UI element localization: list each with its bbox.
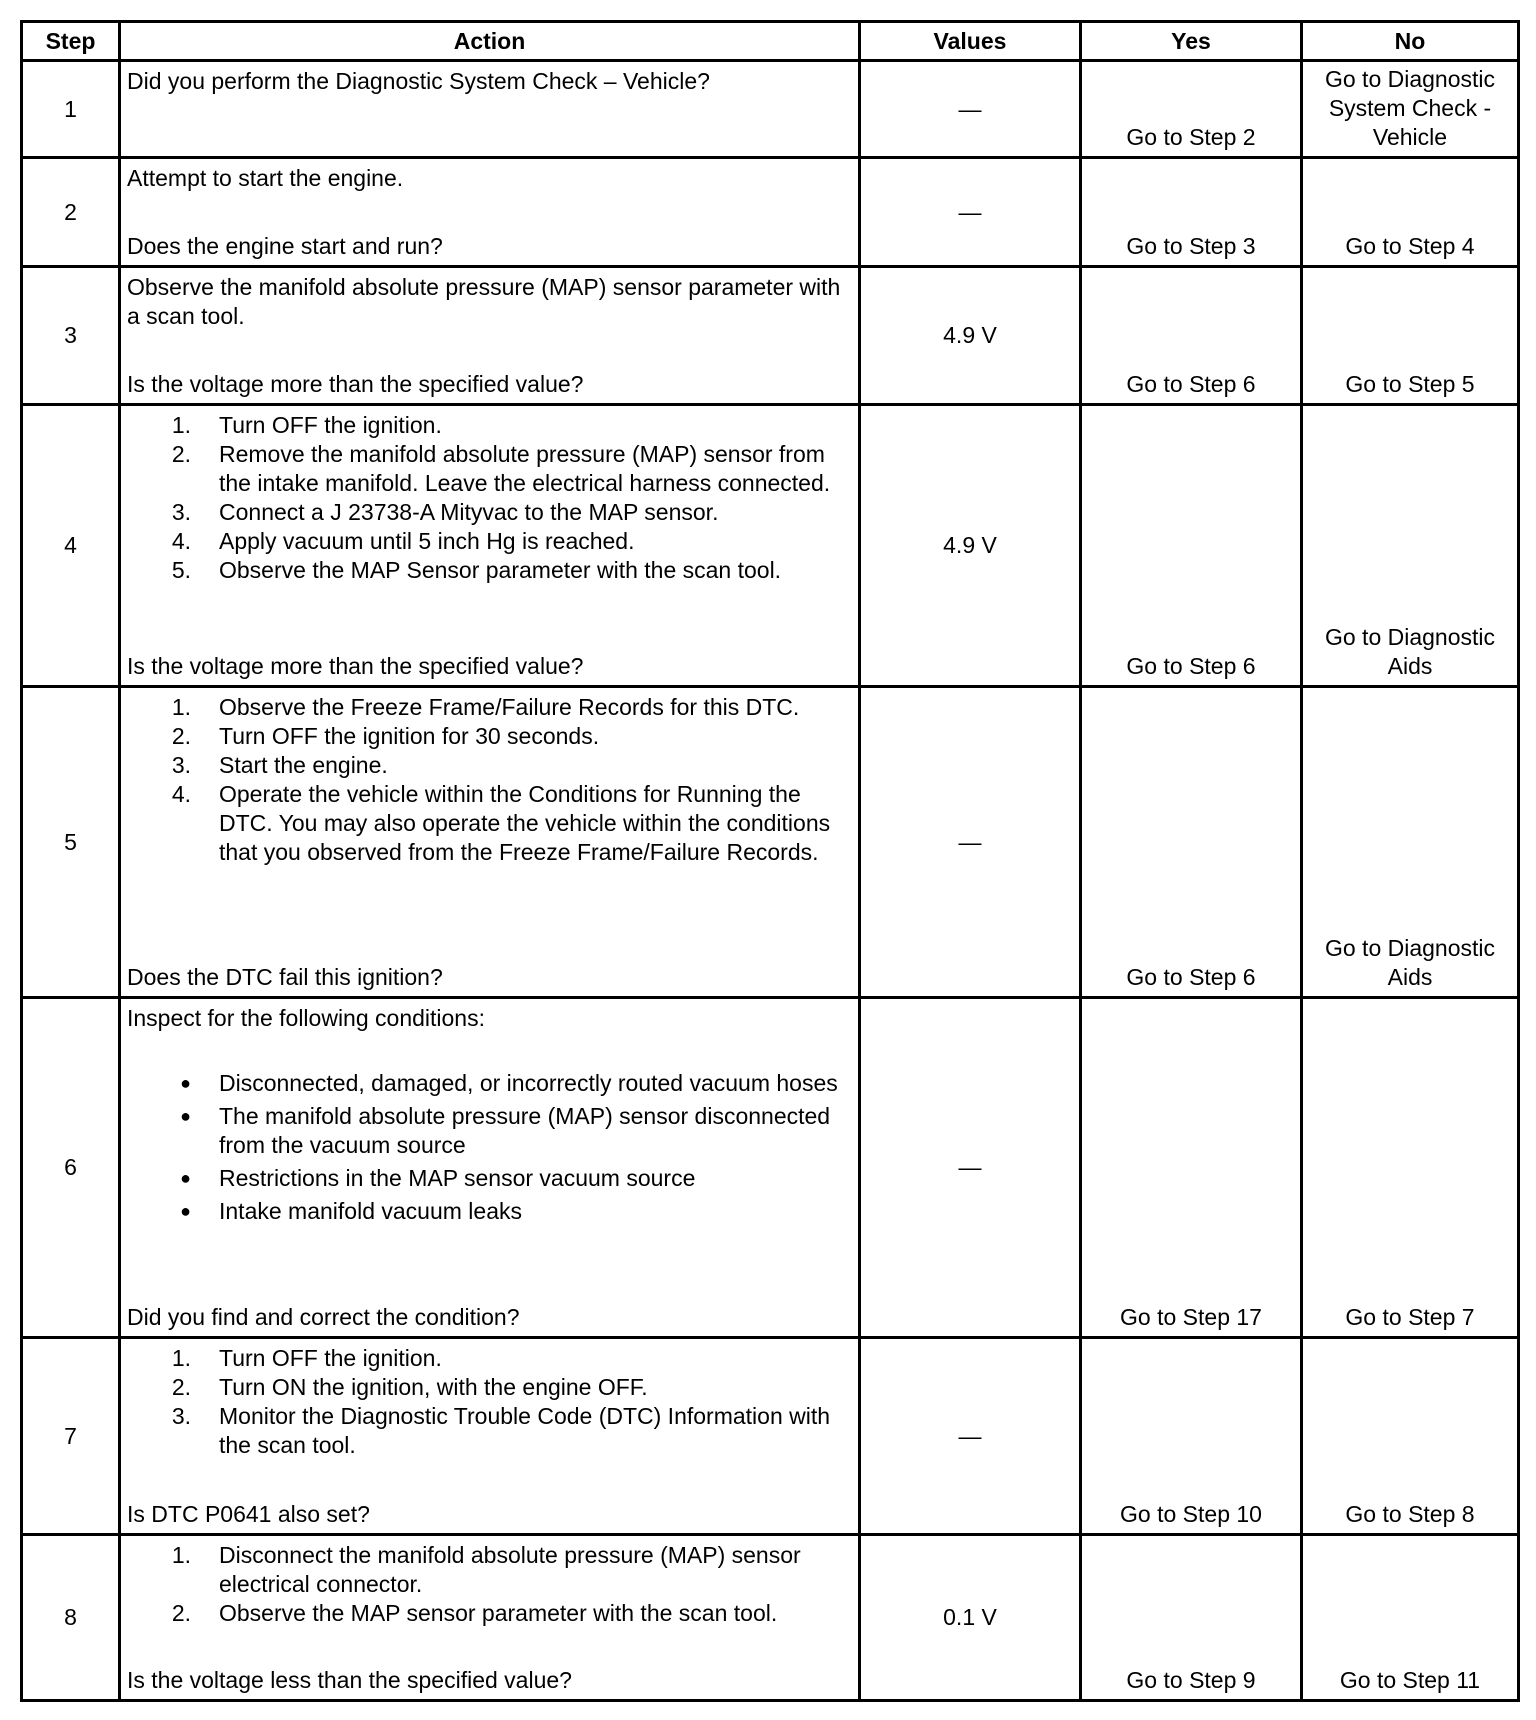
table-row [22, 1535, 1519, 1701]
no-result: Go to Step 7 [1302, 998, 1519, 1338]
yes-result: Go to Step 6 [1081, 267, 1302, 405]
table-body [22, 61, 1519, 1701]
list-item [127, 1164, 850, 1193]
yes-result: Go to Step 2 [1081, 61, 1302, 158]
list-item-number: 3. [171, 499, 191, 525]
step-number: 2 [22, 158, 120, 267]
list-item [127, 440, 850, 498]
procedure-list [127, 1541, 850, 1628]
table-row [22, 61, 1519, 158]
list-item-text: Turn OFF the ignition. [219, 1345, 442, 1371]
action-question: Does the DTC fail this ignition? [127, 964, 443, 990]
header-action: Action [120, 22, 860, 61]
list-item-text: Disconnect the manifold absolute pressure (MAP) sensor electrical connector. [219, 1542, 801, 1597]
action-question: Is the voltage less than the specified value? [127, 1667, 572, 1693]
list-item [127, 498, 850, 527]
step-number: 3 [22, 267, 120, 405]
specified-value: 4.9 V [860, 405, 1081, 687]
list-item-text: Turn OFF the ignition. [219, 412, 442, 438]
list-item [127, 1541, 850, 1599]
no-result: Go to Step 8 [1302, 1338, 1519, 1535]
bullet-icon: ● [180, 1073, 191, 1093]
procedure-list [127, 1344, 850, 1460]
action-intro: Attempt to start the engine. [127, 165, 404, 191]
header-values: Values [860, 22, 1081, 61]
specified-value: — [860, 687, 1081, 998]
list-item-text: Observe the MAP sensor parameter with the scan tool. [219, 1600, 778, 1626]
specified-value: — [860, 158, 1081, 267]
list-item-number: 2. [171, 1374, 191, 1400]
list-item [127, 1102, 850, 1160]
no-result: Go to Diagnostic System Check - Vehicle [1302, 61, 1519, 158]
table-row [22, 998, 1519, 1338]
list-item-text: Start the engine. [219, 752, 388, 778]
yes-result: Go to Step 6 [1081, 687, 1302, 998]
specified-value: — [860, 1338, 1081, 1535]
list-item [127, 1373, 850, 1402]
list-item [127, 722, 850, 751]
yes-result: Go to Step 9 [1081, 1535, 1302, 1701]
diagnostic-table [20, 20, 1520, 1702]
step-number: 1 [22, 61, 120, 158]
table-row [22, 158, 1519, 267]
step-number: 5 [22, 687, 120, 998]
no-result: Go to Diagnostic Aids [1302, 687, 1519, 998]
list-item-text: Apply vacuum until 5 inch Hg is reached. [219, 528, 635, 554]
list-item-number: 2. [171, 723, 191, 749]
list-item-number: 2. [171, 1600, 191, 1626]
list-item-number: 4. [171, 781, 191, 807]
no-result: Go to Step 4 [1302, 158, 1519, 267]
specified-value: 4.9 V [860, 267, 1081, 405]
action-question: Is DTC P0641 also set? [127, 1501, 370, 1527]
list-item [127, 751, 850, 780]
list-item-number: 1. [171, 1345, 191, 1371]
list-item-text: Connect a J 23738-A Mityvac to the MAP sensor. [219, 499, 719, 525]
specified-value: — [860, 61, 1081, 158]
list-item-number: 5. [171, 557, 191, 583]
list-item [127, 1344, 850, 1373]
list-item [127, 1069, 850, 1098]
action-question: Is the voltage more than the specified value? [127, 371, 584, 397]
bullet-icon: ● [180, 1201, 191, 1221]
no-result: Go to Step 5 [1302, 267, 1519, 405]
action-intro: Observe the manifold absolute pressure (MAP) sensor parameter with a scan tool. [127, 274, 841, 329]
action-cell [120, 1338, 860, 1535]
action-intro: Inspect for the following conditions: [127, 1005, 485, 1031]
step-number: 8 [22, 1535, 120, 1701]
action-cell [120, 1535, 860, 1701]
yes-result: Go to Step 6 [1081, 405, 1302, 687]
action-cell [120, 998, 860, 1338]
conditions-list [127, 1069, 850, 1230]
action-question: Does the engine start and run? [127, 233, 443, 259]
list-item [127, 780, 850, 867]
procedure-list [127, 411, 850, 585]
list-item-number: 1. [171, 412, 191, 438]
step-number: 4 [22, 405, 120, 687]
action-cell [120, 687, 860, 998]
action-question: Did you find and correct the condition? [127, 1304, 520, 1330]
list-item-text: Observe the MAP Sensor parameter with the scan tool. [219, 557, 782, 583]
bullet-icon: ● [180, 1168, 191, 1188]
step-number: 6 [22, 998, 120, 1338]
list-item-text: Monitor the Diagnostic Trouble Code (DTC) Information with the scan tool. [219, 1403, 831, 1458]
list-item-text: Operate the vehicle within the Conditions for Running the DTC. You may also operate the vehicle within the conditions that you observed from the Freeze Frame/Failure Records. [219, 781, 831, 865]
header-row [22, 22, 1519, 61]
action-cell [120, 267, 860, 405]
no-result: Go to Diagnostic Aids [1302, 405, 1519, 687]
table-row [22, 267, 1519, 405]
header-step: Step [22, 22, 120, 61]
list-item-number: 1. [171, 1542, 191, 1568]
list-item-text: Remove the manifold absolute pressure (MAP) sensor from the intake manifold. Leave the electrical harness connected. [219, 441, 831, 496]
list-item [127, 556, 850, 585]
action-cell [120, 158, 860, 267]
list-item-number: 3. [171, 752, 191, 778]
procedure-list [127, 693, 850, 867]
yes-result: Go to Step 17 [1081, 998, 1302, 1338]
list-item [127, 411, 850, 440]
no-result: Go to Step 11 [1302, 1535, 1519, 1701]
yes-result: Go to Step 10 [1081, 1338, 1302, 1535]
list-item-text: Observe the Freeze Frame/Failure Records for this DTC. [219, 694, 800, 720]
table-row [22, 405, 1519, 687]
list-item-text: The manifold absolute pressure (MAP) sensor disconnected from the vacuum source [219, 1103, 831, 1158]
list-item [127, 1599, 850, 1628]
list-item [127, 693, 850, 722]
yes-result: Go to Step 3 [1081, 158, 1302, 267]
header-no: No [1302, 22, 1519, 61]
list-item [127, 1197, 850, 1226]
action-question: Is the voltage more than the specified value? [127, 653, 584, 679]
list-item-text: Intake manifold vacuum leaks [219, 1198, 522, 1224]
list-item [127, 527, 850, 556]
list-item-number: 3. [171, 1403, 191, 1429]
header-yes: Yes [1081, 22, 1302, 61]
list-item-text: Turn OFF the ignition for 30 seconds. [219, 723, 600, 749]
specified-value: 0.1 V [860, 1535, 1081, 1701]
action-cell [120, 405, 860, 687]
list-item [127, 1402, 850, 1460]
list-item-number: 2. [171, 441, 191, 467]
list-item-text: Restrictions in the MAP sensor vacuum source [219, 1165, 696, 1191]
list-item-text: Disconnected, damaged, or incorrectly routed vacuum hoses [219, 1070, 838, 1096]
bullet-icon: ● [180, 1106, 191, 1126]
table-row [22, 1338, 1519, 1535]
step-number: 7 [22, 1338, 120, 1535]
table-row [22, 687, 1519, 998]
list-item-number: 1. [171, 694, 191, 720]
list-item-number: 4. [171, 528, 191, 554]
specified-value: — [860, 998, 1081, 1338]
action-cell [120, 61, 860, 158]
list-item-text: Turn ON the ignition, with the engine OFF. [219, 1374, 648, 1400]
action-intro: Did you perform the Diagnostic System Check – Vehicle? [127, 68, 710, 94]
